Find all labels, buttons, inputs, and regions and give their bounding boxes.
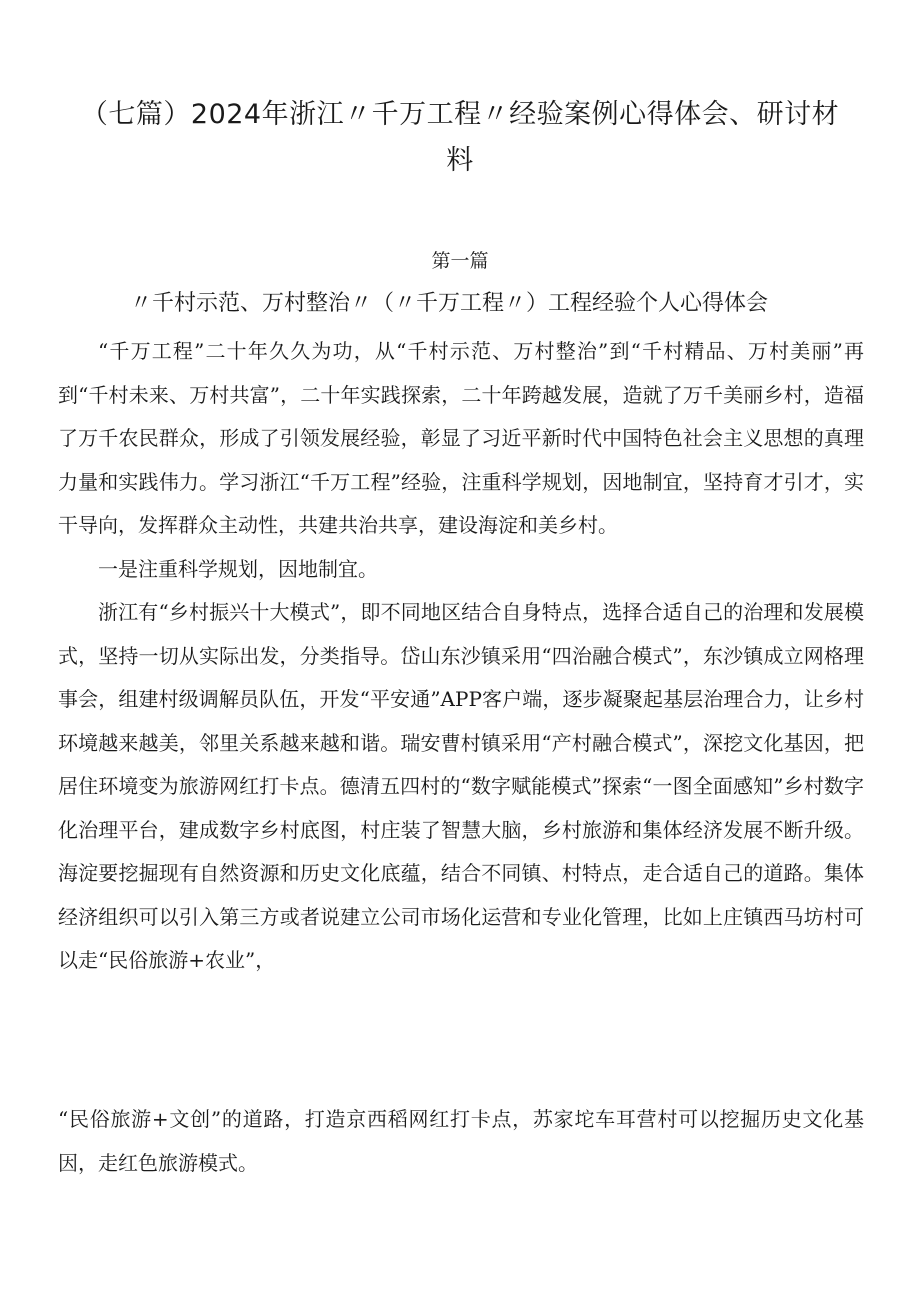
paragraph-continuation: “民俗旅游+文创”的道路，打造京西稻网红打卡点，苏家坨车耳营村可以挖掘历史文化基因，走红色旅游模式。 <box>58 1107 864 1175</box>
paragraph-intro: “千万工程”二十年久久为功，从“千村示范、万村整治”到“千村精品、万村美丽”再到“千村未来、万村共富”，二十年实践探索，二十年跨越发展，造就了万千美丽乡村，造福了万千农民群众，形成了引领发展经验，彰显了习近平新时代中国特色社会主义思想的真理力量和实践伟力。学习浙江“千万工程”经验，注重科学规划，因地制宜，坚持育才引才，实干导向，发挥群众主动性，共建共治共享，建设海淀和美乡村。 <box>58 339 864 537</box>
article-body <box>58 330 864 983</box>
paragraph-detail: 浙江有“乡村振兴十大模式”，即不同地区结合自身特点，选择合适自己的治理和发展模式，坚持一切从实际出发，分类指导。岱山东沙镇采用“四治融合模式”，东沙镇成立网格理事会，组建村级调解员队伍，开发“平安通”APP客户端，逐步凝聚起基层治理合力，让乡村环境越来越美，邻里关系越来越和谐。瑞安曹村镇采用“产村融合模式”，深挖文化基因，把居住环境变为旅游网红打卡点。德清五四村的“数字赋能模式”探索“一图全面感知”乡村数字化治理平台，建成数字乡村底图，村庄装了智慧大脑，乡村旅游和集体经济发展不断升级。海淀要挖掘现有自然资源和历史文化底蕴，结合不同镇、村特点，走合适自己的道路。集体经济组织可以引入第三方或者说建立公司市场化运营和专业化管理，比如上庄镇西马坊村可以走“民俗旅游+农业”， <box>58 600 864 972</box>
article-subtitle: 〃千村示范、万村整治〃（〃千万工程〃）工程经验个人心得体会 <box>130 291 769 316</box>
document-title: （七篇）2024年浙江〃千万工程〃经验案例心得体会、研讨材料 <box>80 99 840 176</box>
article-continuation <box>58 1098 864 1185</box>
section-label: 第一篇 <box>431 250 489 272</box>
paragraph-point-heading: 一是注重科学规划，因地制宜。 <box>98 556 378 581</box>
